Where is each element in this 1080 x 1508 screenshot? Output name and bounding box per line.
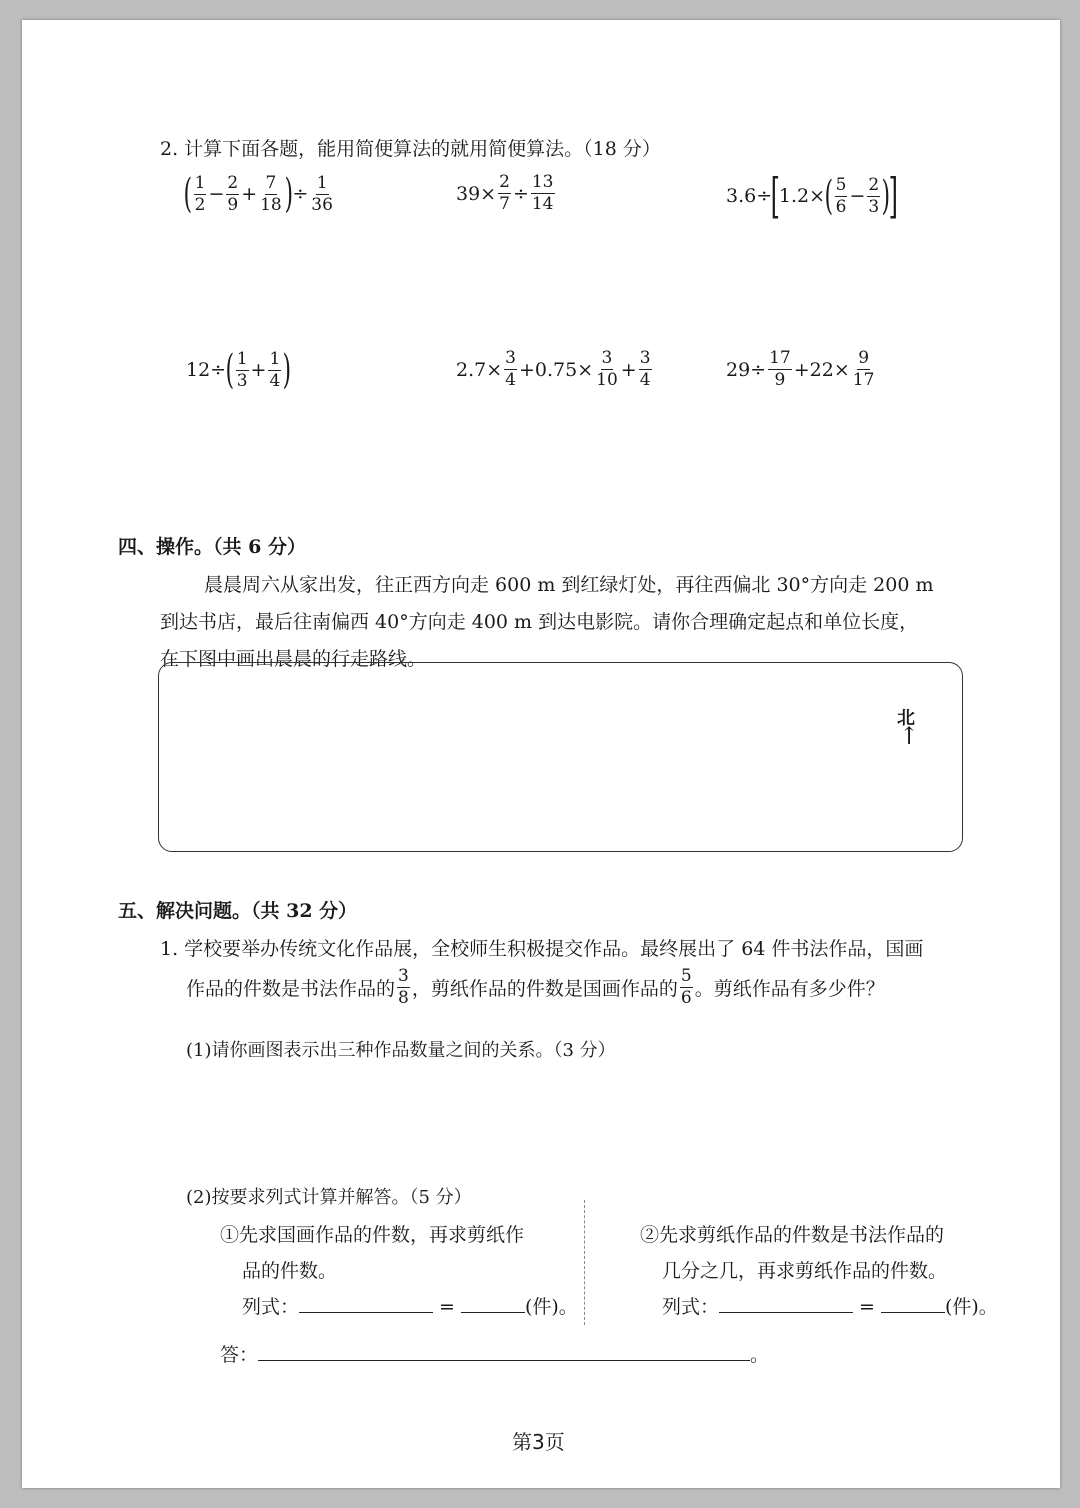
method-1-result-blank[interactable] — [461, 1294, 525, 1313]
question-1-line-2: 作品的件数是书法作品的 $\frac{3}{8}$ ，剪纸作品的件数是国画作品的 $\frac{5}{6}$ 。剪纸作品有多少件？ — [186, 966, 885, 1008]
method-1-line-1: ①先求国画作品的件数，再求剪纸作 — [220, 1224, 525, 1246]
method-2-line-2: 几分之几，再求剪纸作品的件数。 — [662, 1260, 948, 1282]
method-2-expression-blank[interactable] — [719, 1294, 853, 1313]
method-2-line-1: ②先求剪纸作品的件数是书法作品的 — [640, 1224, 945, 1246]
operation-section-title: 四、操作。（共 6 分） — [118, 536, 306, 558]
question-1-line-1: 1. 学校要举办传统文化作品展，全校师生积极提交作品。最终展出了 64 件书法作品，国画 — [160, 938, 924, 960]
north-label: 北 — [897, 708, 915, 729]
calc-section-title: 2. 计算下面各题，能用简便算法的就用简便算法。（18 分） — [160, 138, 661, 160]
method-2-result-blank[interactable] — [881, 1294, 945, 1313]
page-number: 第3页 — [512, 1430, 565, 1454]
method-1-line-2: 品的件数。 — [242, 1260, 338, 1282]
method-1-formula: 列式： = (件)。 — [242, 1296, 578, 1318]
method-2-formula: 列式： = (件)。 — [662, 1296, 998, 1318]
calc-problem-1: ( $\frac{1}{2}$ − $\frac{2}{9}$ + $\frac{7}{18}$ ) ÷ $\frac{1}{36}$ — [183, 171, 333, 217]
answer-row: 答： 。 — [220, 1344, 770, 1366]
calc-problem-3: 3.6÷ [ 1.2× ( $\frac{5}{6}$ − $\frac{2}{3}$ ) ] — [726, 168, 898, 224]
operation-text-line-2: 到达书店，最后往南偏西 40°方向走 400 m 到达电影院。请你合理确定起点和单位长度， — [160, 611, 919, 633]
calc-problem-6: 29÷ $\frac{17}{9}$ +22× $\frac{9}{17}$ — [726, 348, 875, 390]
sub-question-1: (1)请你画图表示出三种作品数量之间的关系。（3 分） — [186, 1040, 616, 1061]
answer-blank[interactable] — [258, 1342, 750, 1361]
calc-problem-4: 12÷ ( $\frac{1}{3}$ + $\frac{1}{4}$ ) — [186, 347, 292, 393]
operation-text-line-1: 晨晨周六从家出发，往正西方向走 600 m 到红绿灯处，再往西偏北 30°方向走 200 m — [204, 574, 934, 596]
calc-problem-5: 2.7× $\frac{3}{4}$ +0.75× $\frac{3}{10}$ + $\frac{3}{4}$ — [456, 348, 651, 390]
method-1-expression-blank[interactable] — [299, 1294, 433, 1313]
calc-problem-2: 39× $\frac{2}{7}$ ÷ $\frac{13}{14}$ — [456, 172, 554, 214]
method-divider — [584, 1200, 585, 1325]
drawing-area[interactable] — [158, 662, 963, 852]
sub-question-2: (2)按要求列式计算并解答。（5 分） — [186, 1187, 472, 1208]
north-arrow-icon: ↑ — [899, 722, 920, 750]
operation-text-line-3: 在下图中画出晨晨的行走路线。 — [160, 648, 427, 670]
solve-section-title: 五、解决问题。（共 32 分） — [118, 900, 358, 922]
